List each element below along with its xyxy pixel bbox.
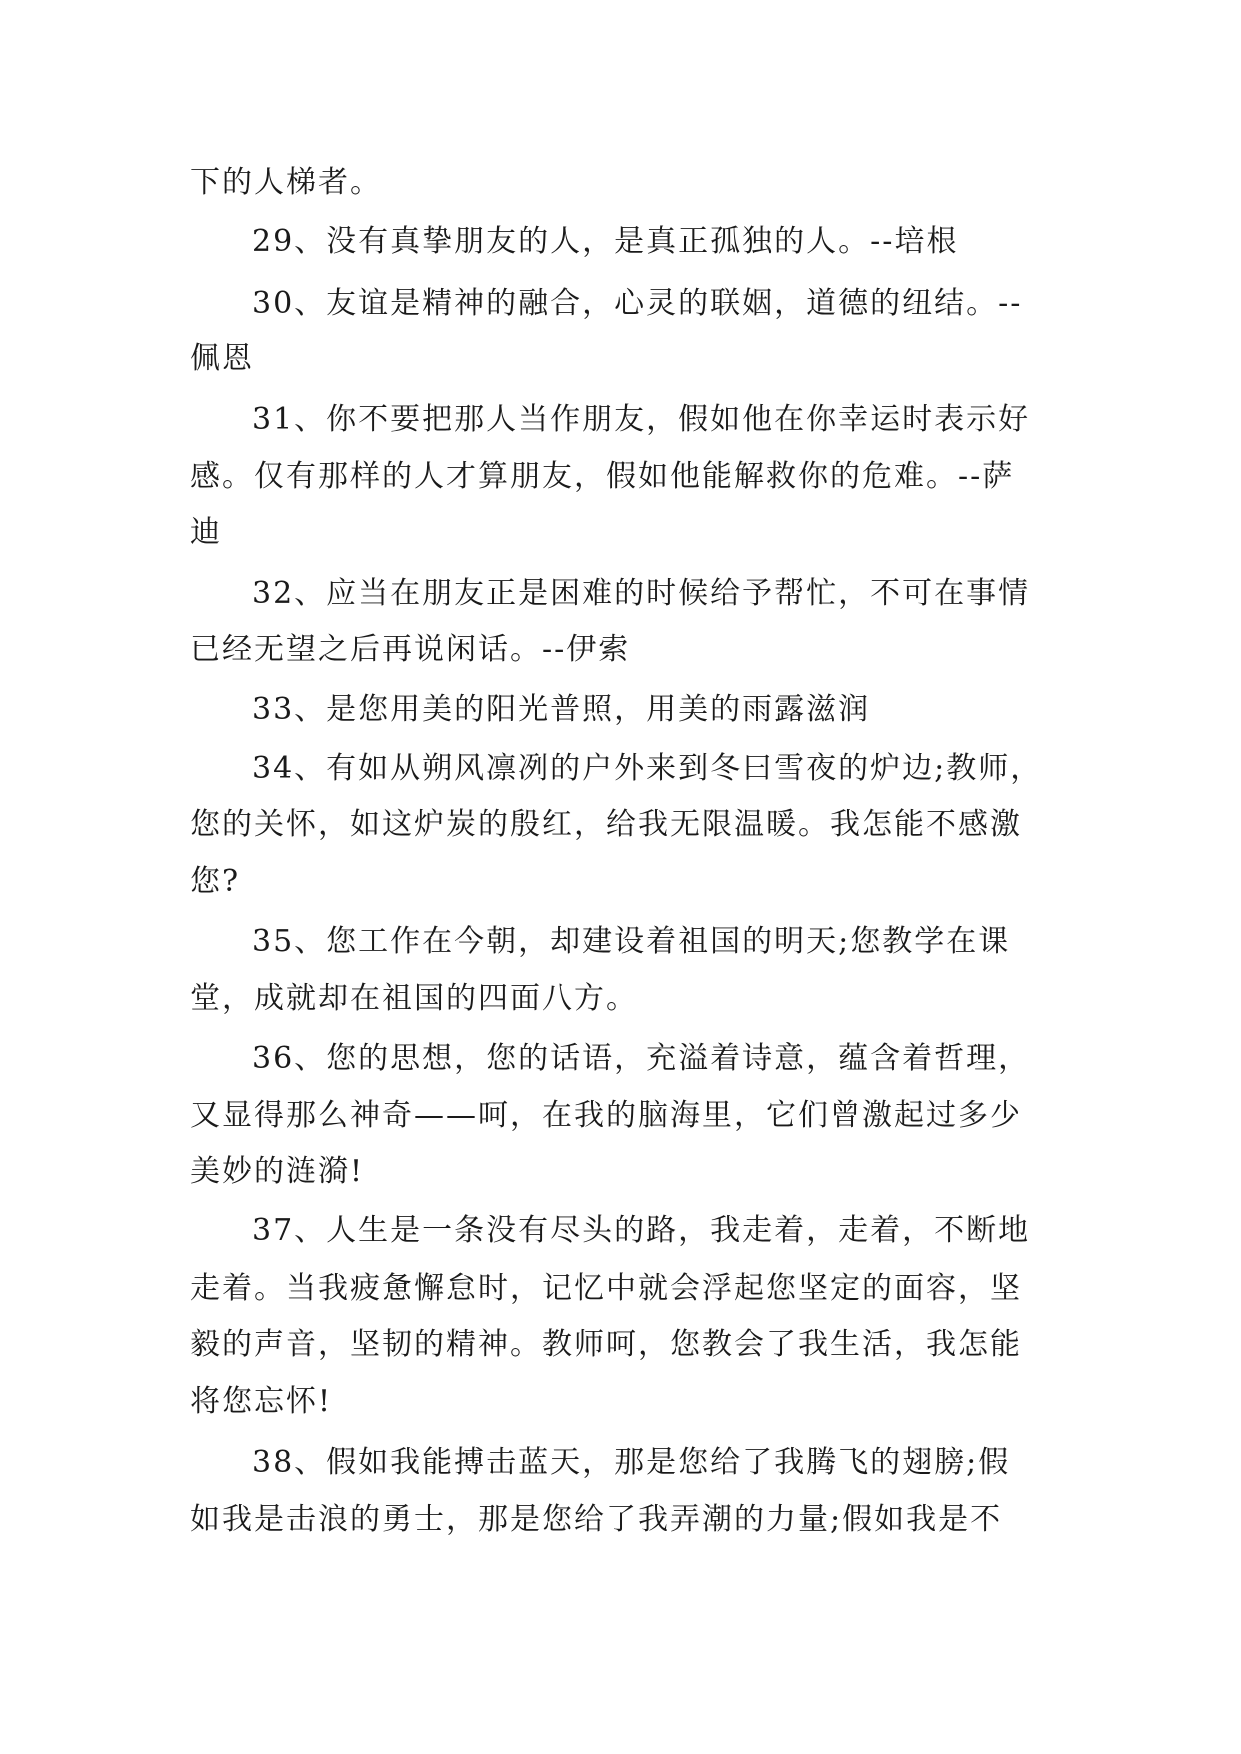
text-line: 您的关怀，如这炉炭的殷红，给我无限温暖。我怎能不感激 (190, 807, 1022, 842)
text-line: 35、您工作在今朝，却建设着祖国的明天;您教学在课 (252, 924, 1011, 959)
text-line: 下的人梯者。 (190, 165, 382, 200)
text-line: 又显得那么神奇——呵，在我的脑海里，它们曾激起过多少 (190, 1098, 1022, 1133)
text-line: 34、有如从朔风凛冽的户外来到冬曰雪夜的炉边;教师， (252, 751, 1043, 786)
text-line: 感。仅有那样的人才算朋友，假如他能解救你的危难。--萨 (190, 459, 1015, 494)
text-line: 如我是击浪的勇士，那是您给了我弄潮的力量;假如我是不 (190, 1502, 1003, 1537)
text-line: 走着。当我疲惫懈怠时，记忆中就会浮起您坚定的面容，坚 (190, 1271, 1022, 1306)
text-line: 29、没有真挚朋友的人，是真正孤独的人。--培根 (252, 224, 959, 259)
text-line: 30、友谊是精神的融合，心灵的联姻，道德的纽结。-- (252, 286, 1023, 321)
text-line: 您? (190, 864, 241, 899)
text-line: 37、人生是一条没有尽头的路，我走着，走着，不断地 (252, 1213, 1031, 1248)
text-line: 迪 (190, 515, 222, 550)
text-line: 佩恩 (190, 341, 254, 376)
text-line: 36、您的思想，您的话语，充溢着诗意，蕴含着哲理， (252, 1041, 1031, 1076)
text-line: 美妙的涟漪! (190, 1154, 365, 1189)
text-line: 将您忘怀! (190, 1384, 333, 1419)
text-line: 31、你不要把那人当作朋友，假如他在你幸运时表示好 (252, 402, 1031, 437)
text-line: 33、是您用美的阳光普照，用美的雨露滋润 (252, 692, 871, 727)
text-line: 毅的声音，坚韧的精神。教师呵，您教会了我生活，我怎能 (190, 1327, 1022, 1362)
text-line: 32、应当在朋友正是困难的时候给予帮忙，不可在事情 (252, 576, 1031, 611)
text-line: 38、假如我能搏击蓝天，那是您给了我腾飞的翅膀;假 (252, 1445, 1011, 1480)
text-line: 堂，成就却在祖国的四面八方。 (190, 981, 638, 1016)
text-line: 已经无望之后再说闲话。--伊索 (190, 632, 631, 667)
